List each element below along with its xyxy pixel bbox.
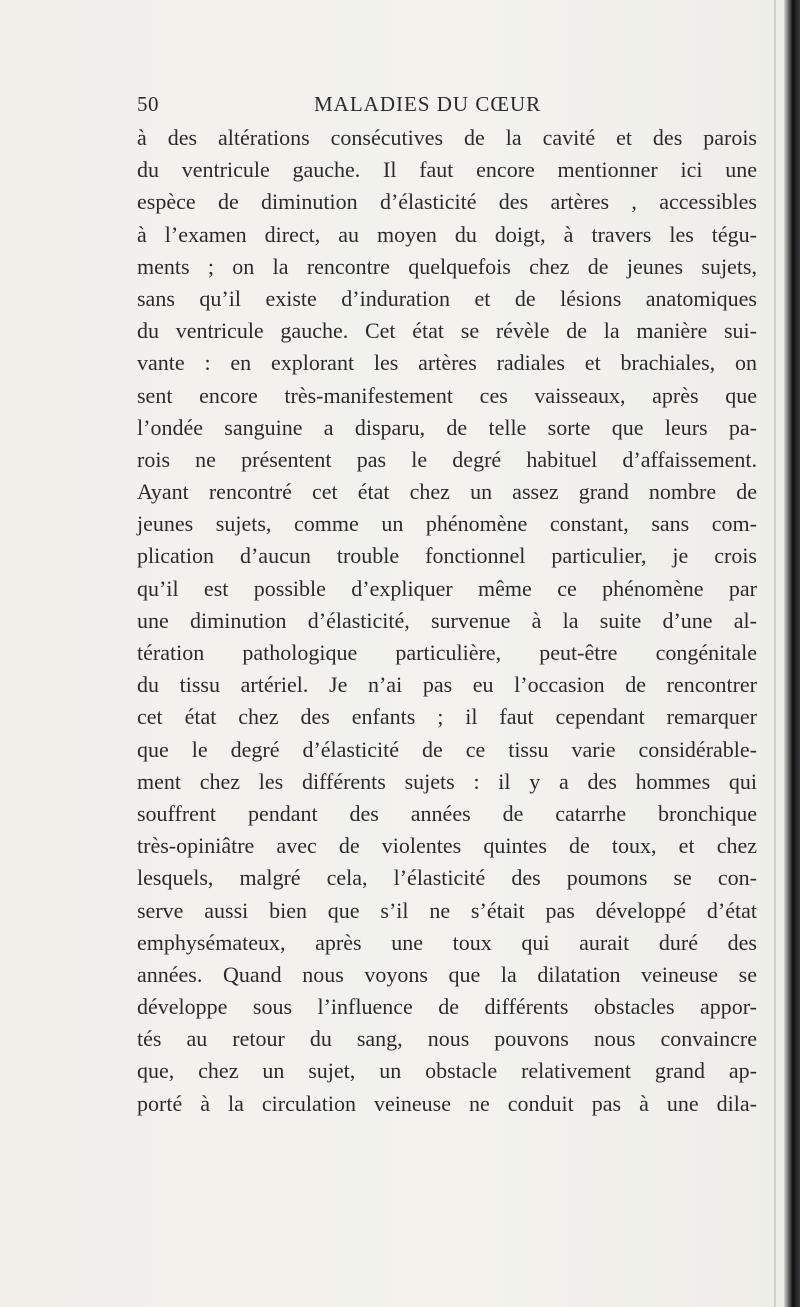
text-line: l’ondée sanguine a disparu, de telle sorte que leurs pa- (137, 414, 757, 440)
text-line: vante : en explorant les artères radiales et brachiales, on (137, 350, 757, 376)
text-line: à des altérations consécutives de la cavité et des parois (137, 125, 757, 150)
text-line: que le degré d’élasticité de ce tissu varie considérable- (137, 736, 757, 762)
text-line: porté à la circulation veineuse ne conduit pas à une dila- (137, 1090, 757, 1116)
text-line: Ayant rencontré cet état chez un assez grand nombre de (137, 479, 757, 505)
text-line: qu’il est possible d’expliquer même ce phénomène par (137, 575, 757, 601)
text-line: sent encore très-manifestement ces vaisseaux, après que (137, 382, 757, 408)
text-line: que, chez un sujet, un obstacle relativement grand ap- (137, 1058, 757, 1084)
text-line: sans qu’il existe d’induration et de lésions anatomiques (137, 285, 757, 311)
text-line: tés au retour du sang, nous pouvons nous convaincre (137, 1026, 757, 1052)
text-line: plication d’aucun trouble fonctionnel particulier, je crois (137, 543, 757, 569)
text-line: souffrent pendant des années de catarrhe bronchique (137, 800, 757, 826)
text-line: espèce de diminution d’élasticité des artères , accessibles (137, 189, 757, 215)
text-line: jeunes sujets, comme un phénomène constant, sans com- (137, 511, 757, 537)
text-line: du tissu artériel. Je n’ai pas eu l’occasion de rencontrer (137, 672, 757, 698)
text-line: ments ; on la rencontre quelquefois chez de jeunes sujets, (137, 253, 757, 279)
text-line: du ventricule gauche. Cet état se révèle de la manière sui- (137, 318, 757, 344)
text-line: emphysémateux, après une toux qui aurait duré des (137, 929, 757, 955)
text-line: à l’examen direct, au moyen du doigt, à travers les tégu- (137, 221, 757, 247)
text-line: années. Quand nous voyons que la dilatation veineuse se (137, 961, 757, 987)
text-line: rois ne présentent pas le degré habituel d’affaissement. (137, 446, 757, 472)
text-line: une diminution d’élasticité, survenue à la suite d’une al- (137, 607, 757, 633)
binding-edge (784, 0, 800, 1307)
body-text (137, 122, 757, 1120)
page-header (137, 92, 757, 118)
text-line: développe sous l’influence de différents obstacles appor- (137, 994, 757, 1020)
text-line: tération pathologique particulière, peut-être congénitale (137, 640, 757, 665)
text-line: serve aussi bien que s’il ne s’était pas développé d’état (137, 897, 757, 923)
running-title: MALADIES DU CŒUR (314, 92, 542, 116)
text-line: très-opiniâtre avec de violentes quintes de toux, et chez (137, 833, 757, 859)
text-line: ment chez les différents sujets : il y a des hommes qui (137, 768, 757, 794)
binding-shadow (774, 0, 776, 1307)
page-number: 50 (137, 92, 159, 116)
text-line: lesquels, malgré cela, l’élasticité des poumons se con- (137, 865, 757, 891)
text-line: cet état chez des enfants ; il faut cependant remarquer (137, 704, 757, 730)
text-line: du ventricule gauche. Il faut encore mentionner ici une (137, 157, 757, 183)
